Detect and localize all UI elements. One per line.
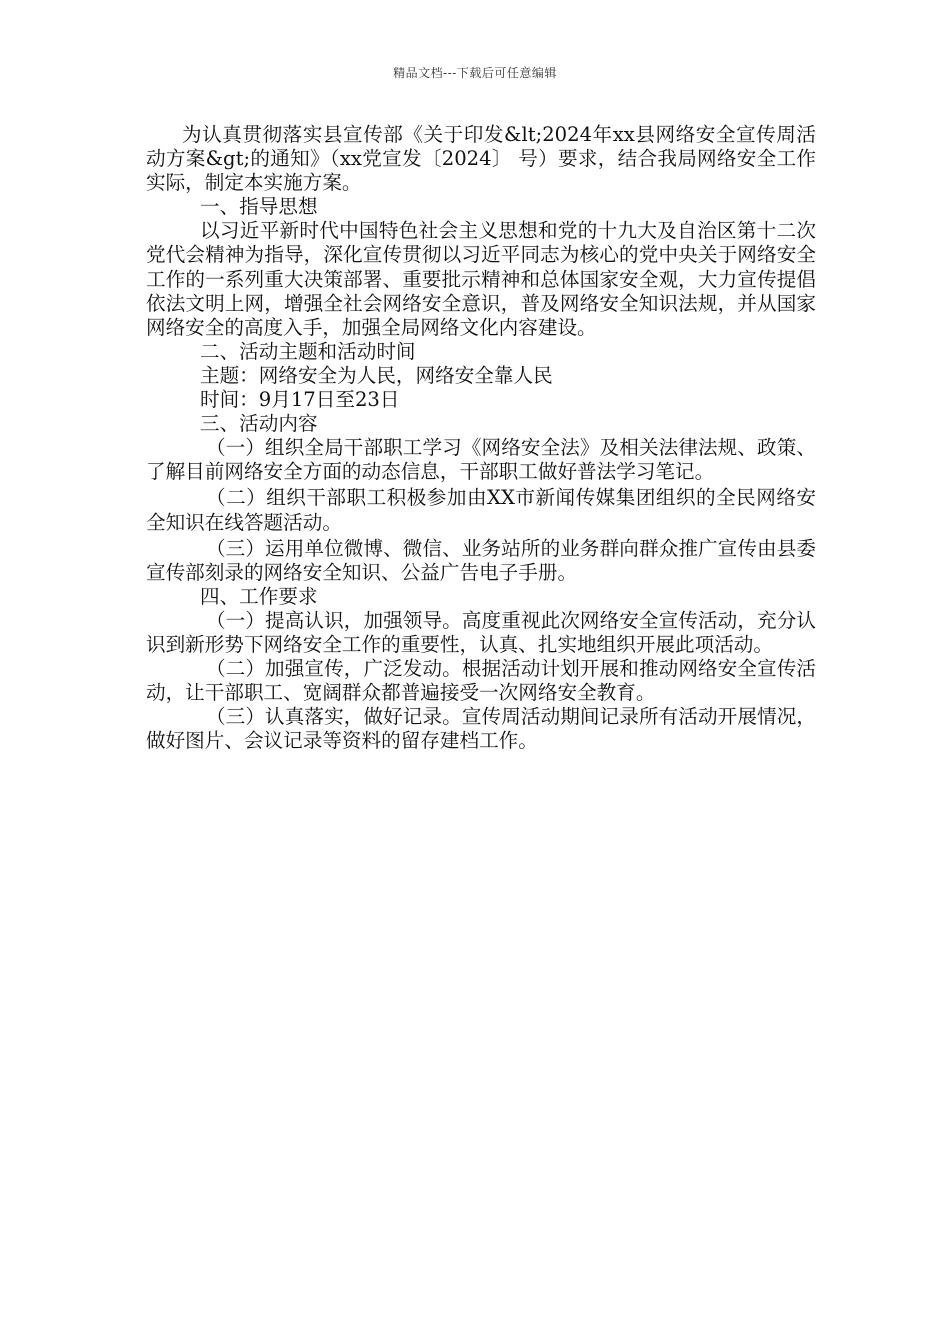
document-body (146, 123, 816, 753)
section-1-heading: 一、指导思想 (200, 195, 318, 219)
section-3-heading: 三、活动内容 (200, 412, 318, 436)
section-4-item-1: （一）提高认识，加强领导。高度重视此次网络安全宣传活动，充分认识到新形势下网络安全工作的重要性，认真、扎实地组织开展此项活动。 (146, 608, 816, 656)
section-3-item-3: （三）运用单位微博、微信、业务站所的业务群向群众推广宣传由县委宣传部刻录的网络安全知识、公益广告电子手册。 (146, 536, 816, 584)
section-3-item-1: （一）组织全局干部职工学习《网络安全法》及相关法律法规、政策、了解目前网络安全方面的动态信息，干部职工做好普法学习笔记。 (146, 436, 816, 484)
section-2-heading: 二、活动主题和活动时间 (200, 339, 416, 363)
section-4-heading: 四、工作要求 (200, 584, 318, 608)
section-3-item-2: （二）组织干部职工积极参加由XX市新闻传媒集团组织的全民网络安全知识在线答题活动。 (146, 486, 816, 534)
section-4-item-2: （二）加强宣传，广泛发动。根据活动计划开展和推动网络安全宣传活动，让干部职工、宽阔群众都普遍接受一次网络安全教育。 (146, 657, 816, 705)
activity-theme: 主题：网络安全为人民，网络安全靠人民 (200, 363, 553, 387)
intro-paragraph: 为认真贯彻落实县宣传部《关于印发&lt;2024年xx县网络安全宣传周活动方案&gt;的通知》（xx党宣发〔2024〕 号）要求，结合我局网络安全工作实际，制定本实施方案。 (146, 123, 816, 195)
section-1-paragraph: 以习近平新时代中国特色社会主义思想和党的十九大及自治区第十二次党代会精神为指导，深化宣传贯彻以习近平同志为核心的党中央关于网络安全工作的一系列重大决策部署、重要批示精神和总体国家安全观，大力宣传提倡依法文明上网，增强全社会网络安全意识，普及网络安全知识法规，并从国家网络安全的高度入手，加强全局网络文化内容建设。 (146, 219, 816, 339)
page-header: 精品文档---下载后可任意编辑 (393, 66, 557, 80)
activity-time: 时间：9月17日至23日 (200, 388, 400, 412)
section-4-item-3: （三）认真落实，做好记录。宣传周活动期间记录所有活动开展情况，做好图片、会议记录等资料的留存建档工作。 (146, 705, 816, 753)
